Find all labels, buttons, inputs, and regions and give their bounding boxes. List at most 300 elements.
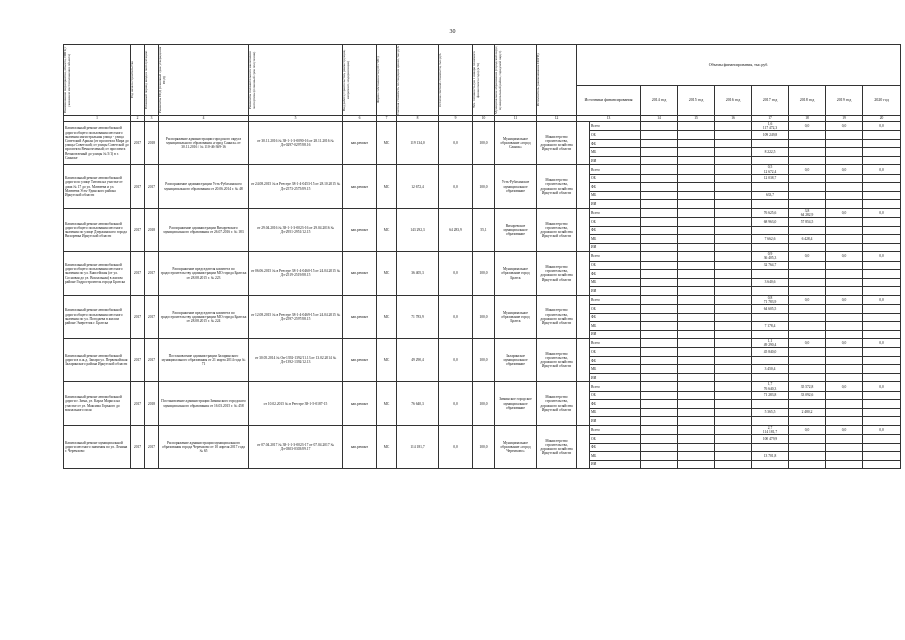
funding-value: [863, 226, 901, 235]
funding-source: МБ: [590, 408, 641, 417]
funding-value: 64 605,5: [752, 305, 789, 314]
funding-value: 0,0: [863, 252, 901, 261]
funding-value: [715, 174, 752, 183]
funding-value: [641, 356, 678, 365]
estimated-cost: 114 181,7: [397, 425, 439, 468]
funding-value: [678, 208, 715, 217]
funding-value: [752, 156, 789, 165]
sources-spacer: [577, 165, 590, 208]
funding-value: [826, 156, 863, 165]
col-number: 9: [439, 116, 473, 122]
expertise-details: от 29.04.2016 № 38-1-1-3-0023-16 от 29.04.2016 № Дз-2951-2951/12.15: [249, 208, 343, 251]
col-number: 4: [159, 116, 249, 122]
funding-value: [789, 131, 826, 140]
funding-value: 57 854,5: [789, 218, 826, 227]
executor: Министерство строительства, дорожного хозяйства Иркутской области: [537, 165, 577, 208]
psd-details: Распоряжение администрации городского округа муниципального образования «город Саянск» от 30.11.2016 / № 110-46-369-16: [159, 122, 249, 165]
header-year: 2018 год: [789, 86, 826, 116]
sources-spacer: [577, 122, 590, 165]
start-year: 2017: [131, 339, 145, 382]
object-name: Капитальный ремонт автомобильной дороги в п.ж.д. Запари ул. Первомайская Заларинского района Иркутской области: [64, 339, 131, 382]
funding-value: [641, 235, 678, 244]
funding-value: [641, 174, 678, 183]
funding-value: [826, 305, 863, 314]
funding-value: [678, 156, 715, 165]
funding-source: ИИ: [590, 460, 641, 469]
col-number: 2: [131, 116, 145, 122]
funding-value: [678, 322, 715, 331]
funding-value: [789, 435, 826, 444]
funding-value: [715, 425, 752, 434]
estimated-cost: 76 640,3: [397, 382, 439, 425]
funding-value: 0,0: [789, 339, 826, 348]
funding-value: [641, 443, 678, 452]
funding-value: [752, 270, 789, 279]
funding-value: [678, 460, 715, 469]
funding-value: [678, 218, 715, 227]
funding-value: [863, 452, 901, 461]
funding-value: [863, 287, 901, 296]
funding-value: [678, 226, 715, 235]
funding-value: 0,0: [789, 122, 826, 131]
funding-value: [789, 322, 826, 331]
col-number: 13: [577, 116, 641, 122]
funding-value: [715, 452, 752, 461]
funding-value: [863, 270, 901, 279]
funding-value: [678, 174, 715, 183]
funding-value: 32 764,7: [752, 261, 789, 270]
readiness-percent: 100,0: [473, 122, 495, 165]
funding-source: МБ: [590, 452, 641, 461]
sources-spacer: [577, 425, 590, 468]
page-number: 30: [449, 29, 456, 35]
funding-value: [678, 200, 715, 209]
end-year: 2017: [145, 165, 159, 208]
funding-value: 0,0: [863, 382, 901, 391]
col-number: 20: [863, 116, 901, 122]
end-year: 2018: [145, 122, 159, 165]
funding-source: ОБ: [590, 391, 641, 400]
funding-value: [789, 373, 826, 382]
header-sources: Источники финансирования: [577, 86, 641, 116]
funding-source: ФБ: [590, 443, 641, 452]
remaining-cost: 0,0: [439, 165, 473, 208]
col-number: 3: [145, 116, 159, 122]
funding-value: [678, 452, 715, 461]
funding-value: [678, 278, 715, 287]
funding-value: [715, 305, 752, 314]
funding-value: 0,0: [789, 295, 826, 304]
col-number: 8: [397, 116, 439, 122]
funding-value: [715, 417, 752, 426]
funding-value: [715, 139, 752, 148]
funding-value: [678, 139, 715, 148]
funding-value: 0,0: [789, 252, 826, 261]
funding-value: [789, 243, 826, 252]
funding-value: [678, 183, 715, 192]
funding-value: [789, 348, 826, 357]
funding-value: [863, 305, 901, 314]
funding-value: [641, 208, 678, 217]
funding-value: 1,7 76 640,3: [752, 382, 789, 391]
funding-value: [678, 425, 715, 434]
funding-value: [863, 278, 901, 287]
header-funding-title: Объемы финансирования, тыс.руб.: [577, 45, 901, 86]
funding-value: [789, 417, 826, 426]
funding-source: ФБ: [590, 226, 641, 235]
funding-value: [715, 339, 752, 348]
municipality: Муниципальное образование город Братск: [495, 295, 537, 338]
funding-value: [863, 218, 901, 227]
funding-value: [789, 313, 826, 322]
work-type: кап.ремонт: [343, 425, 377, 468]
funding-value: [715, 373, 752, 382]
funding-value: [752, 200, 789, 209]
funding-value: [678, 356, 715, 365]
ownership: МС: [377, 252, 397, 295]
readiness-percent: 100,0: [473, 295, 495, 338]
object-name: Капитальный ремонт автомобильной дороги общего пользования местного значения магистральная улица - улица Советский Аршан (от проспекта Мира до улицы Советской; от улицы Советской до проспекта Вечнозеленый; от проспекта Вечнозеленый до улицы № 5/1) в г. Саянске: [64, 122, 131, 165]
funding-value: [863, 313, 901, 322]
table-row: [64, 295, 901, 304]
funding-value: [789, 443, 826, 452]
funding-value: [715, 435, 752, 444]
table-row: [64, 122, 901, 131]
funding-value: [678, 443, 715, 452]
funding-value: [641, 391, 678, 400]
funding-value: 0,0: [826, 252, 863, 261]
object-name: Капитальный ремонт автомобильной дороги г. Зима, ул. Карла Маркса на участке от ул. Максима Горького до вокзального поля: [64, 382, 131, 425]
funding-value: [863, 460, 901, 469]
funding-value: [678, 243, 715, 252]
funding-value: 13 701,8: [752, 452, 789, 461]
expertise-details: от 30.11.2016 № 38-1-1-3-0090-16 от 28.11.2016 № Дз-0297-0297/08.16: [249, 122, 343, 165]
municipality: Муниципальное образование «город Черемхово»: [495, 425, 537, 468]
sources-spacer: [577, 252, 590, 295]
funding-value: [715, 183, 752, 192]
funding-value: [678, 235, 715, 244]
header-end-period: Плановый период ввода в эксплуатацию: [145, 45, 159, 116]
funding-value: [715, 226, 752, 235]
funding-value: [678, 287, 715, 296]
funding-value: [678, 270, 715, 279]
municipality: Заларинское муниципальное образование: [495, 339, 537, 382]
funding-value: [752, 460, 789, 469]
funding-value: [826, 226, 863, 235]
funding-value: [826, 443, 863, 452]
funding-value: [789, 191, 826, 200]
funding-value: [715, 148, 752, 157]
funding-value: [678, 330, 715, 339]
funding-value: [641, 452, 678, 461]
remaining-cost: 0,0: [439, 122, 473, 165]
funding-value: [715, 270, 752, 279]
funding-value: [641, 408, 678, 417]
funding-value: 7 178,4: [752, 322, 789, 331]
funding-value: [863, 235, 901, 244]
start-year: 2017: [131, 208, 145, 251]
funding-value: [715, 122, 752, 131]
header-year: 2017 год: [752, 86, 789, 116]
funding-value: [641, 200, 678, 209]
start-year: 2017: [131, 295, 145, 338]
funding-value: [826, 322, 863, 331]
funding-value: [863, 322, 901, 331]
funding-value: [715, 356, 752, 365]
col-number: 5: [249, 116, 343, 122]
funding-value: [641, 191, 678, 200]
expertise-details: от 12.08.2015 № в Реестре 38-1-4-0469-15 от 24.04.2015 № Дз-2597-2597/08.15: [249, 295, 343, 338]
start-year: 2017: [131, 122, 145, 165]
funding-value: [678, 417, 715, 426]
ownership: МС: [377, 208, 397, 251]
funding-value: [641, 131, 678, 140]
funding-value: [678, 382, 715, 391]
table-row: [64, 339, 901, 348]
funding-value: [678, 365, 715, 374]
funding-value: [641, 365, 678, 374]
funding-value: [863, 373, 901, 382]
funding-value: 0,0: [789, 165, 826, 174]
funding-value: [715, 365, 752, 374]
psd-details: Постановление администрации Заларинского муниципального образования от 21 марта 2014 года № 71: [159, 339, 249, 382]
funding-value: 71 283,8: [752, 391, 789, 400]
funding-value: [863, 365, 901, 374]
start-year: 2017: [131, 425, 145, 468]
funding-source: ОБ: [590, 261, 641, 270]
object-name: Капитальный ремонт автомобильной дороги общего пользования местного значения по улице Дзержинского города Вихоревка Иркутской области: [64, 208, 131, 251]
funding-value: [826, 313, 863, 322]
ownership: МС: [377, 425, 397, 468]
municipality: Муниципальное образование город Братск: [495, 252, 537, 295]
funding-value: [641, 261, 678, 270]
funding-value: [826, 373, 863, 382]
funding-value: [863, 391, 901, 400]
funding-value: 0,0: [826, 165, 863, 174]
funding-value: [826, 330, 863, 339]
funding-value: [678, 148, 715, 157]
remaining-cost: 0,0: [439, 382, 473, 425]
funding-value: [641, 218, 678, 227]
estimated-cost: 71 783,9: [397, 295, 439, 338]
header-year: 2015 год: [678, 86, 715, 116]
estimated-cost: 143 292,3: [397, 208, 439, 251]
work-type: кап.ремонт: [343, 252, 377, 295]
psd-details: Распоряжение председателя комитета по градостроительству администрации МО города Братска от 28.08.2015 г. № 223: [159, 252, 249, 295]
funding-value: [826, 183, 863, 192]
funding-value: [789, 226, 826, 235]
end-year: 2018: [145, 208, 159, 251]
funding-source: МБ: [590, 322, 641, 331]
table-row: [64, 425, 901, 434]
funding-value: [641, 460, 678, 469]
funding-value: 0,0: [789, 425, 826, 434]
funding-value: 100 479,9: [752, 435, 789, 444]
funding-value: [715, 382, 752, 391]
funding-value: [715, 400, 752, 409]
funding-value: [678, 408, 715, 417]
funding-value: [789, 365, 826, 374]
expertise-details: от 07.04.2017 № 38-1-1-3-0023-17 от 07.04.2017 № Дз-0303-0303/09.17: [249, 425, 343, 468]
funding-value: [715, 313, 752, 322]
funding-value: [826, 261, 863, 270]
start-year: 2017: [131, 165, 145, 208]
funding-source: МБ: [590, 148, 641, 157]
executor: Министерство строительства, дорожного хозяйства Иркутской области: [537, 122, 577, 165]
funding-source: ОБ: [590, 174, 641, 183]
funding-value: [826, 460, 863, 469]
funding-value: 0,0: [863, 339, 901, 348]
funding-value: [752, 400, 789, 409]
funding-source: ИИ: [590, 417, 641, 426]
funding-source: ИИ: [590, 330, 641, 339]
psd-details: Распоряжение администрации Вихоревского муниципального образования от 26.07.2016 г. № 183: [159, 208, 249, 251]
funding-value: [826, 218, 863, 227]
funding-value: [641, 287, 678, 296]
funding-value: [641, 425, 678, 434]
funding-value: [826, 131, 863, 140]
funding-value: [715, 235, 752, 244]
funding-value: [641, 270, 678, 279]
header-psd: Реквизиты ПСД (плановый срок утверждения ПСД): [159, 45, 249, 116]
funding-source: ИИ: [590, 373, 641, 382]
funding-source: Всего: [590, 208, 641, 217]
funding-value: 2,7 114 181,7: [752, 425, 789, 434]
funding-source: Всего: [590, 382, 641, 391]
funding-value: [752, 183, 789, 192]
funding-value: [826, 278, 863, 287]
funding-value: [715, 131, 752, 140]
readiness-percent: 100,0: [473, 252, 495, 295]
funding-source: ОБ: [590, 305, 641, 314]
header-row-1: [64, 45, 901, 86]
funding-value: [826, 408, 863, 417]
expertise-details: от 06.06.2015 № в Реестре 38-1-4-0460-15 от 24.04.2015 № Дз-2519-2519/08.15: [249, 252, 343, 295]
municipality: Усть-Рубахинское муниципальное образование: [495, 165, 537, 208]
work-type: кап.ремонт: [343, 208, 377, 251]
funding-value: [863, 408, 901, 417]
funding-value: [678, 122, 715, 131]
work-type: кап.ремонт: [343, 295, 377, 338]
municipality: Вихоревское муниципальное образование: [495, 208, 537, 251]
executor: Министерство строительства, дорожного хозяйства Иркутской области: [537, 252, 577, 295]
expertise-details: от 30.05.2014 № Ов-1392-1392/11.13 от 13.02.2014 № Дз-1392-1392/12.13: [249, 339, 343, 382]
funding-value: 0,0: [826, 295, 863, 304]
municipality: Зиминское городское муниципальное образование: [495, 382, 537, 425]
funding-value: [789, 356, 826, 365]
estimated-cost: 12 672,4: [397, 165, 439, 208]
funding-value: 0,0: [826, 122, 863, 131]
funding-source: ОБ: [590, 348, 641, 357]
psd-details: Распоряжение администрации муниципального образования города Черемхово от 10 апреля 2017 года № 65: [159, 425, 249, 468]
funding-value: [715, 295, 752, 304]
funding-value: 3 640,6: [752, 278, 789, 287]
funding-value: [715, 322, 752, 331]
funding-source: Всего: [590, 252, 641, 261]
col-number: 6: [343, 116, 377, 122]
funding-value: 35 572,8: [789, 382, 826, 391]
start-year: 2017: [131, 382, 145, 425]
funding-value: [678, 191, 715, 200]
funding-value: [641, 322, 678, 331]
funding-source: Всего: [590, 295, 641, 304]
col-number: 14: [641, 116, 678, 122]
funding-value: [789, 148, 826, 157]
funding-source: МБ: [590, 235, 641, 244]
funding-value: [641, 243, 678, 252]
funding-value: [826, 148, 863, 157]
funding-value: [641, 330, 678, 339]
ownership: МС: [377, 339, 397, 382]
funding-source: ОБ: [590, 131, 641, 140]
end-year: 2017: [145, 252, 159, 295]
funding-value: 5 365,5: [752, 408, 789, 417]
funding-value: [863, 243, 901, 252]
funding-value: [641, 400, 678, 409]
funding-value: [678, 391, 715, 400]
funding-value: [715, 408, 752, 417]
col-number: 12: [537, 116, 577, 122]
funding-value: [641, 373, 678, 382]
funding-source: ОБ: [590, 435, 641, 444]
executor: Министерство строительства, дорожного хозяйства Иркутской области: [537, 339, 577, 382]
funding-value: [678, 348, 715, 357]
funding-value: [789, 460, 826, 469]
header-year: 2014 год: [641, 86, 678, 116]
funding-value: [678, 313, 715, 322]
psd-details: Распоряжение администрации Усть-Рубахинского муниципального образования от 20.06.2014 г. № 48: [159, 165, 249, 208]
funding-source: ОБ: [590, 218, 641, 227]
funding-source: МБ: [590, 191, 641, 200]
funding-value: [641, 278, 678, 287]
funding-value: [789, 330, 826, 339]
work-type: кап.ремонт: [343, 165, 377, 208]
funding-value: [789, 278, 826, 287]
remaining-cost: 0,0: [439, 295, 473, 338]
funding-value: [752, 226, 789, 235]
col-number: 19: [826, 116, 863, 122]
psd-details: Распоряжение председателя комитета по градостроительству администрации МО города Братска от 28.08.2015 г. № 224: [159, 295, 249, 338]
funding-value: [641, 382, 678, 391]
header-cost: Сметная стоимость по текущим ценам, тыс.руб.: [397, 45, 439, 116]
remaining-cost: 0,0: [439, 252, 473, 295]
funding-value: [678, 165, 715, 174]
funding-value: [789, 156, 826, 165]
funding-value: [715, 391, 752, 400]
expertise-details: от 10.02.2015 № в Реестре 38-1-5-0187-15: [249, 382, 343, 425]
object-name: Капитальный ремонт автомобильной дороги общего пользования местного значения по ул. Погодаева в жилом районе Энергетик г. Братска: [64, 295, 131, 338]
funding-value: [678, 339, 715, 348]
funding-value: [863, 183, 901, 192]
sources-spacer: [577, 208, 590, 251]
funding-value: [826, 417, 863, 426]
header-year: 2020 год: [863, 86, 901, 116]
funding-value: [826, 356, 863, 365]
psd-details: Постановление администрации Зиминского городского муниципального образования от 16.03.2015 г. № 458: [159, 382, 249, 425]
readiness-percent: 100,0: [473, 165, 495, 208]
readiness-percent: 100,0: [473, 382, 495, 425]
funding-value: [715, 252, 752, 261]
funding-value: [826, 139, 863, 148]
funding-value: 0,0: [863, 295, 901, 304]
estimated-cost: 119 134,0: [397, 122, 439, 165]
funding-value: [863, 443, 901, 452]
funding-value: [826, 452, 863, 461]
funding-value: [715, 287, 752, 296]
col-number: 10: [473, 116, 495, 122]
funding-value: 0,5 12 672,4: [752, 165, 789, 174]
funding-value: [752, 243, 789, 252]
